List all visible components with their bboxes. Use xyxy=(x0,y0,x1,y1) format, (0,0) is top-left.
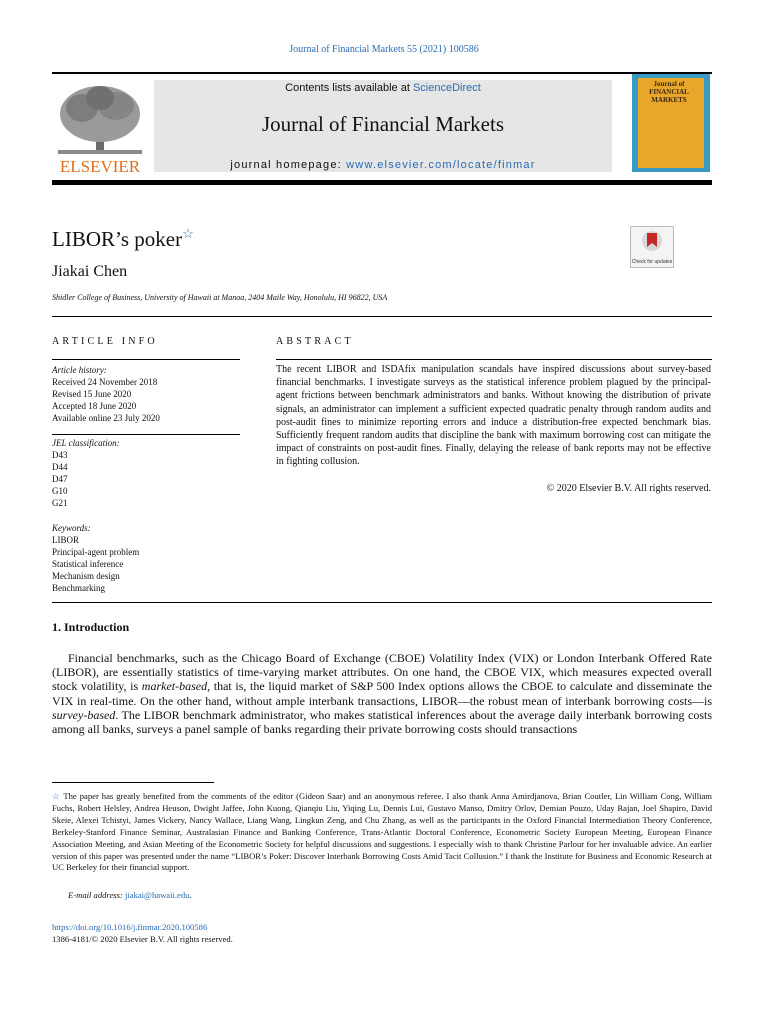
elsevier-wordmark: ELSEVIER xyxy=(59,157,141,176)
contents-line xyxy=(154,82,612,94)
jel-label: JEL classification: xyxy=(52,438,120,448)
intro-text: . The LIBOR benchmark administrator, who makes statistical inferences about the average daily interbank borrowing costs among all banks, surveys a panel sample of banks regarding their private borrowing costs should transactions xyxy=(52,707,712,737)
footnote-star-icon[interactable]: ☆ xyxy=(52,791,61,801)
title-footnote-star-icon[interactable]: ☆ xyxy=(182,226,194,241)
jel-code: G21 xyxy=(52,498,68,508)
keyword: Benchmarking xyxy=(52,583,105,593)
journal-title: Journal of Financial Markets xyxy=(261,112,505,136)
acknowledgment-footnote xyxy=(52,791,712,874)
history-item: Available online 23 July 2020 xyxy=(52,413,160,423)
paper-title xyxy=(52,226,194,252)
keywords xyxy=(52,522,240,594)
keyword: LIBOR xyxy=(52,535,79,545)
elsevier-logo xyxy=(52,78,148,176)
title-block-rule xyxy=(52,316,712,317)
email-label: E-mail address: xyxy=(68,890,125,900)
paper-title-text: LIBOR’s poker xyxy=(52,227,183,251)
keyword: Statistical inference xyxy=(52,559,124,569)
history-item: Accepted 18 June 2020 xyxy=(52,401,137,411)
check-updates-icon xyxy=(631,227,673,257)
keyword: Principal-agent problem xyxy=(52,547,140,557)
homepage-prefix: journal homepage: xyxy=(230,159,347,171)
history-item: Received 24 November 2018 xyxy=(52,377,158,387)
history-label: Article history: xyxy=(52,365,107,375)
email-link[interactable]: jiakai@hawaii.edu xyxy=(124,890,190,900)
check-for-updates-button[interactable] xyxy=(630,226,674,268)
homepage-link[interactable]: www.elsevier.com/locate/finmar xyxy=(346,159,536,171)
jel-rule xyxy=(52,434,240,435)
intro-text: , that is, the liquid market of S&P 500 Index options allows the CBOE to calculate and disseminate the VIX in real-time. On the other hand, without ample interbank transactions, LIBOR—the robust mean of interbank borrowing costs—is xyxy=(52,679,712,708)
jel-code: D47 xyxy=(52,474,68,484)
author-name: Jiakai Chen xyxy=(52,263,128,280)
introduction-paragraph xyxy=(52,651,712,736)
footnote-text: The paper has greatly benefited from the comments of the editor (Gideon Saar) and an anonymous referee. I also thank Anna Amirdjanova, Brian Coutler, Lin William Cong, William Fuchs, Robert Helsley, Andrea Heuson, Dwight Jaffee, John Kuong, Qianqiu Liu, Yiqing Lu, Dennis Lui, Gustavo Manso, Dmitry Orlov, Demian Pouzo, Uday Rajan, Joel Shapiro, David Skeie, Alexei Tchistyi, James Vickery, Nancy Wallace, Liang Wang, Lingkun Zeng, and Chu Zhang, as well as the participants in the Oxford Financial Intermediation Theory Conference, Berkeley-Stanford Finance Seminar, Australasian Finance and Banking Conference, Trans-Atlantic Doctoral Conference, Econometric Society European Meeting, European Finance Association Meeting, and Asian Meeting of the Econometric Society for helpful discussions and suggestions. I especially wish to thank Christine Parlour for her invaluable advice. An earlier version of this paper was presented under the name “LIBOR’s Poker: Discover Interbank Borrowing Costs Amid Tacit Collusion.” I thank the Institute for Business and Economic Research at UC Berkeley for their financial support. xyxy=(52,791,712,873)
jel-classification xyxy=(52,437,240,509)
keywords-label: Keywords: xyxy=(52,523,91,533)
intro-emphasis: survey-based xyxy=(52,707,116,722)
journal-citation[interactable]: Journal of Financial Markets 55 (2021) 100586 xyxy=(289,44,479,55)
intro-text: Financial benchmarks, such as the Chicago Board of Exchange (CBOE) Volatility Index (VIX) or London Interbank Offered Rate (LIBOR), are essentially statistics of time-varying market attributes. On one hand, the CBOE VIX, which measures expected overall stock volatility, is xyxy=(52,651,712,694)
contents-prefix: Contents lists available at xyxy=(285,82,413,94)
author-email xyxy=(68,890,192,900)
doi-link[interactable]: https://doi.org/10.1016/j.finmar.2020.100586 xyxy=(52,922,208,932)
article-info-rule xyxy=(52,359,240,360)
top-rule xyxy=(52,72,712,74)
masthead-rule xyxy=(52,180,712,185)
jel-code: D43 xyxy=(52,450,68,460)
section-heading-introduction: 1. Introduction xyxy=(52,620,130,634)
jel-code: G10 xyxy=(52,486,68,496)
elsevier-tree-icon xyxy=(52,78,148,176)
issn-copyright: 1386-4181/© 2020 Elsevier B.V. All rights reserved. xyxy=(52,934,233,944)
abstract-copyright: © 2020 Elsevier B.V. All rights reserved. xyxy=(546,483,711,494)
keyword: Mechanism design xyxy=(52,571,120,581)
journal-cover-thumbnail[interactable] xyxy=(632,74,710,172)
intro-emphasis: market-based xyxy=(141,679,208,694)
article-history xyxy=(52,364,240,424)
front-matter-rule xyxy=(52,602,712,603)
email-suffix: . xyxy=(189,890,192,900)
journal-homepage-line xyxy=(154,159,612,171)
sciencedirect-link[interactable]: ScienceDirect xyxy=(412,82,481,94)
check-updates-label: Check for updates xyxy=(631,259,673,265)
article-info-heading: ARTICLE INFO xyxy=(52,336,158,347)
footnote-rule xyxy=(52,782,214,783)
abstract-text: The recent LIBOR and ISDAfix manipulation scandals have inspired discussions about survey-based financial benchmarks. I investigate surveys as the statistical inference problem plagued by the principal-agent frictions between benchmark administrators and banks. Without knowing the distribution of private signals, an administrator can implement a sufficient expected quadratic penalty through random audits and post-audit fines to minimize reporting errors and induce a distribution-free expected benchmark bias. Sufficiently frequent random audits that discipline the bank with maximum borrowing cost can mitigate the impact of constraints on post-audit fines. Finally, delaying the release of bank reports may not be effective in fighting collusion. xyxy=(276,364,711,468)
abstract-rule xyxy=(276,359,712,360)
author-affiliation: Shidler College of Business, University of Hawaii at Manoa, 2404 Maile Way, Honolulu, HI 96822, USA xyxy=(52,293,388,302)
jel-code: D44 xyxy=(52,462,68,472)
abstract-heading: ABSTRACT xyxy=(276,336,354,347)
history-item: Revised 15 June 2020 xyxy=(52,389,132,399)
cover-title: Journal of FINANCIAL MARKETS xyxy=(649,80,689,104)
